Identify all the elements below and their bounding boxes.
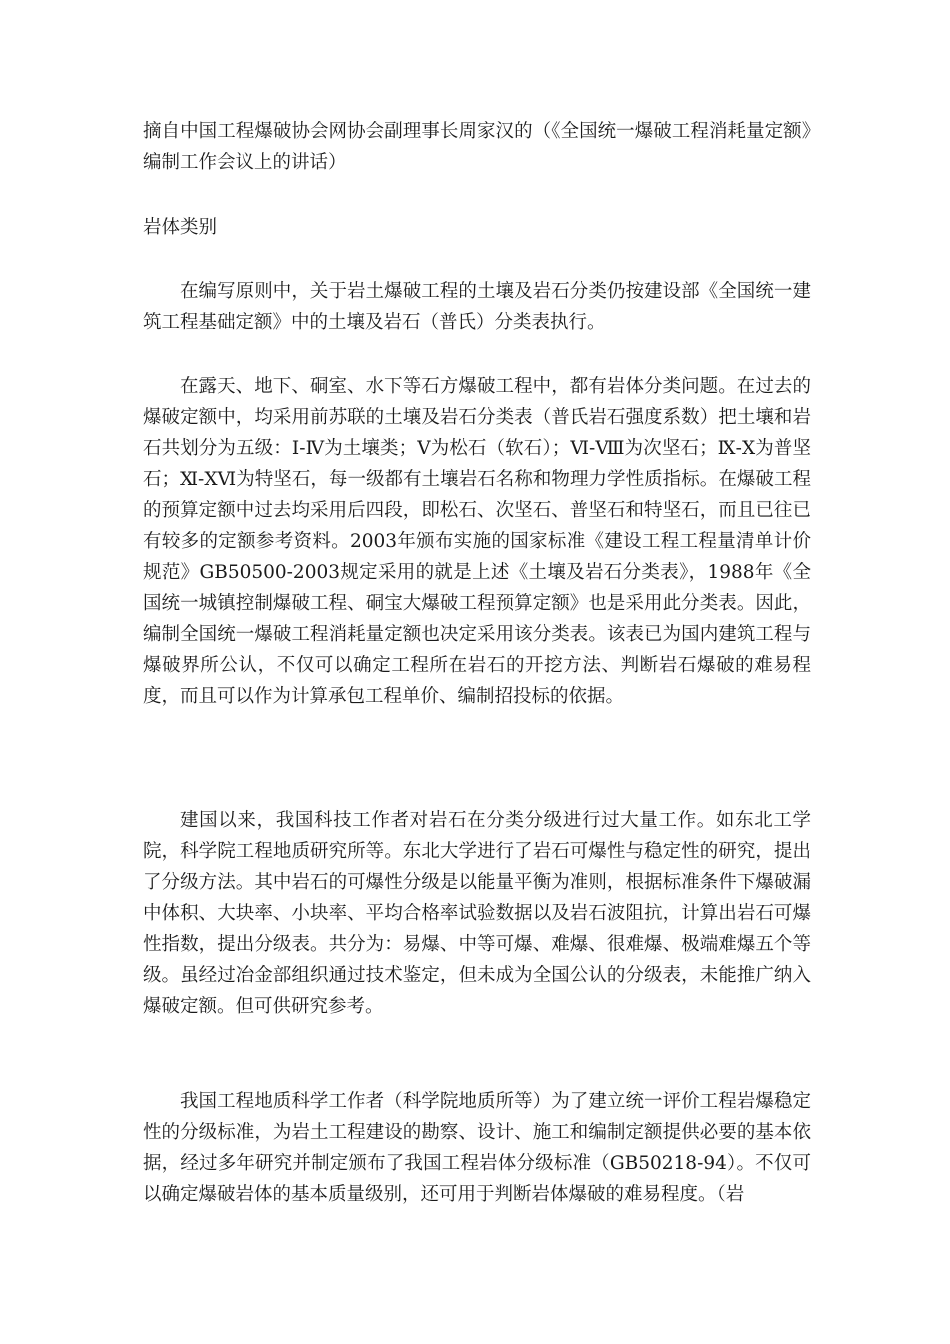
paragraph-3: 建国以来，我国科技工作者对岩石在分类分级进行过大量工作。如东北工学院，科学院工程地质研究所等。东北大学进行了岩石可爆性与稳定性的研究，提出了分级方法。其中岩石的可爆性分级是以能量平衡为准则，根据标准条件下爆破漏中体积、大块率、小块率、平均合格率试验数据以及岩石波阻抗，计算出岩石可爆性指数，提出分级表。共分为：易爆、中等可爆、难爆、很难爆、极端难爆五个等级。虽经过冶金部组织通过技术鉴定，但未成为全国公认的分级表，未能推广纳入爆破定额。但可供研究参考。 (143, 810, 811, 1017)
paragraph-1: 在编写原则中，关于岩土爆破工程的土壤及岩石分类仍按建设部《全国统一建筑工程基础定额》中的土壤及岩石（普氏）分类表执行。 (143, 281, 811, 333)
paragraph-4: 我国工程地质科学工作者（科学院地质所等）为了建立统一评价工程岩爆稳定性的分级标准，为岩土工程建设的勘察、设计、施工和编制定额提供必要的基本依据，经过多年研究并制定颁布了我国工程岩体分级标准（GB50218-94）。不仅可以确定爆破岩体的基本质量级别，还可用于判断岩体爆破的难易程度。（岩 (143, 1091, 811, 1205)
source-note: 摘自中国工程爆破协会网协会副理事长周家汉的（《全国统一爆破工程消耗量定额》编制工作会议上的讲话） (143, 121, 811, 173)
section-title: 岩体类别 (143, 217, 218, 238)
paragraph-2: 在露天、地下、硐室、水下等石方爆破工程中，都有岩体分类问题。在过去的爆破定额中，均采用前苏联的土壤及岩石分类表（普氏岩石强度系数）把土壤和岩石共划分为五级：Ⅰ-Ⅳ为土壤类；Ⅴ为松石（软石）；Ⅵ-Ⅷ为次坚石；Ⅸ-Ⅹ为普坚石；Ⅺ-ⅩⅥ为特坚石，每一级都有土壤岩石名称和物理力学性质指标。在爆破工程的预算定额中过去均采用后四段，即松石、次坚石、普坚石和特坚石，而且已往已有较多的定额参考资料。2003年颁布实施的国家标准《建设工程工程量清单计价规范》GB50500-2003规定采用的就是上述《土壤及岩石分类表》，1988年《全国统一城镇控制爆破工程、硐宝大爆破工程预算定额》也是采用此分类表。因此，编制全国统一爆破工程消耗量定额也决定采用该分类表。该表已为国内建筑工程与爆破界所公认，不仅可以确定工程所在岩石的开挖方法、判断岩石爆破的难易程度，而且可以作为计算承包工程单价、编制招投标的依据。 (143, 376, 811, 707)
